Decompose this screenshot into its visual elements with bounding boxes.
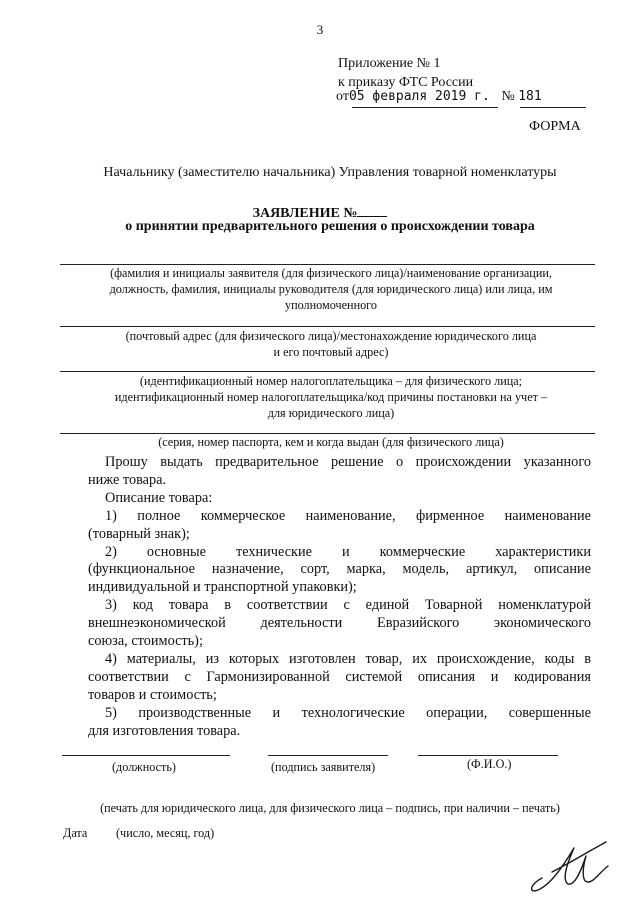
item-3-line-2: внешнеэкономической деятельности Евразийского экономического bbox=[88, 615, 591, 632]
tax-id-hint-2: идентификационный номер налогоплательщика/код причины постановки на учет – bbox=[114, 390, 548, 404]
order-number: 181 bbox=[518, 89, 542, 104]
position-label: (должность) bbox=[112, 760, 176, 774]
item-2-line-3: индивидуальной и транспортной упаковки); bbox=[88, 579, 357, 596]
item-5-line-2: для изготовления товара. bbox=[88, 722, 241, 739]
form-label: ФОРМА bbox=[529, 119, 581, 134]
item-4-line-2: соответствии с Гармонизированной системой описания и кодирования bbox=[88, 668, 591, 685]
item-3-line-1: 3) код товара в соответствии с единой Товарной номенклатурой bbox=[105, 597, 591, 614]
applicant-hint-3: уполномоченного bbox=[285, 298, 377, 312]
signature-field-line[interactable] bbox=[268, 755, 388, 756]
order-date: 05 февраля 2019 г. bbox=[348, 89, 490, 104]
statement-number-blank bbox=[357, 204, 387, 217]
passport-hint: (серия, номер паспорта, кем и когда выдан (для физического лица) bbox=[158, 435, 504, 449]
page-number: 3 bbox=[316, 22, 324, 37]
item-4-line-3: товаров и стоимость; bbox=[88, 686, 217, 703]
date-underline bbox=[352, 107, 498, 108]
address-field-line[interactable] bbox=[60, 326, 595, 327]
date-label: Дата bbox=[63, 826, 88, 840]
tax-id-hint-1: (идентификационный номер налогоплательщика – для физического лица; bbox=[139, 374, 523, 388]
item-1-line-2: (товарный знак); bbox=[88, 525, 190, 542]
handwritten-signature bbox=[522, 828, 612, 898]
address-hint-1: (почтовый адрес (для физического лица)/местонахождение юридического лица bbox=[125, 329, 537, 343]
item-2-line-1: 2) основные технические и коммерческие характеристики bbox=[105, 543, 591, 560]
statement-subtitle: о принятии предварительного решения о происхождении товара bbox=[125, 219, 535, 234]
address-hint-2: и его почтовый адрес) bbox=[273, 345, 389, 359]
statement-title-text: ЗАЯВЛЕНИЕ № bbox=[252, 206, 358, 221]
item-4-line-1: 4) материалы, из которых изготовлен товар, их происхождение, коды в bbox=[105, 650, 591, 667]
signature-label: (подпись заявителя) bbox=[271, 760, 376, 774]
date-prefix: от bbox=[336, 89, 349, 104]
number-underline bbox=[520, 107, 586, 108]
appendix-line-2: к приказу ФТС России bbox=[338, 75, 474, 90]
date-hint: (число, месяц, год) bbox=[116, 826, 215, 840]
applicant-hint-2: должность, фамилия, инициалы руководителя (для юридического лица) или лица, им bbox=[109, 282, 553, 296]
full-name-field-line[interactable] bbox=[418, 755, 558, 756]
description-heading: Описание товара: bbox=[105, 489, 213, 506]
item-3-line-3: союза, стоимость); bbox=[88, 633, 203, 650]
full-name-label: (Ф.И.О.) bbox=[467, 757, 512, 771]
request-line-2: ниже товара. bbox=[88, 471, 167, 488]
item-1-line-1: 1) полное коммерческое наименование, фирменное наименование bbox=[105, 507, 591, 524]
position-field-line[interactable] bbox=[62, 755, 230, 756]
appendix-date-line bbox=[336, 89, 596, 109]
addressee: Начальнику (заместителю начальника) Управления товарной номенклатуры bbox=[103, 165, 557, 180]
applicant-hint-1: (фамилия и инициалы заявителя (для физического лица)/наименование организации, bbox=[110, 266, 552, 280]
request-line-1: Прошу выдать предварительное решение о происхождении указанного bbox=[105, 454, 591, 470]
tax-id-field-line[interactable] bbox=[60, 371, 595, 372]
stamp-note: (печать для юридического лица, для физического лица – подпись, при наличии – печать) bbox=[100, 801, 560, 815]
statement-body bbox=[88, 454, 591, 741]
item-2-line-2: (функциональное назначение, сорт, марка, модель, артикул, описание bbox=[88, 561, 591, 578]
order-number-label: № bbox=[501, 89, 515, 104]
item-5-line-1: 5) производственные и технологические операции, совершенные bbox=[105, 704, 591, 721]
appendix-line-1: Приложение № 1 bbox=[338, 56, 441, 71]
tax-id-hint-3: для юридического лица) bbox=[267, 406, 395, 420]
